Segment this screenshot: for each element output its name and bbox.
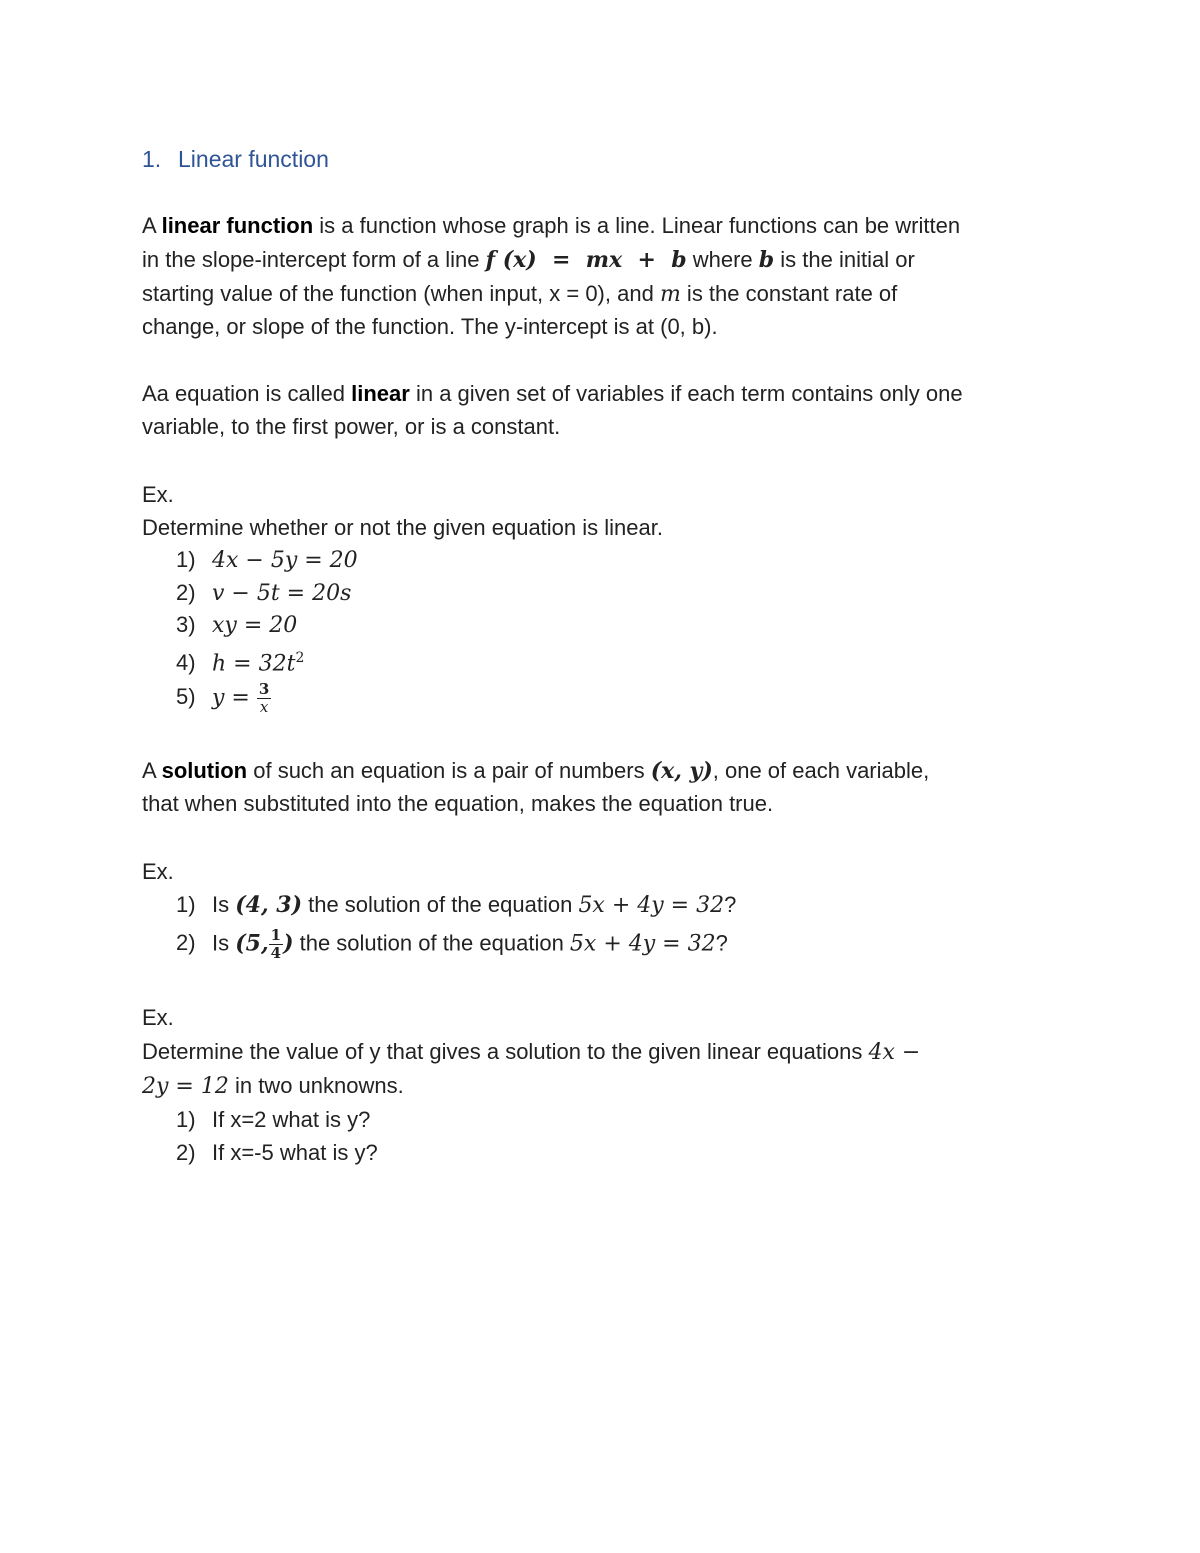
- p2-line-1: [142, 379, 963, 409]
- section-title: Linear function: [178, 146, 329, 172]
- ex1-item-1: [176, 545, 358, 576]
- ex3-item-1: [176, 1105, 370, 1135]
- denominator: 4: [270, 944, 282, 962]
- text: Determine the value of y that gives a solution to the given linear equations: [142, 1039, 869, 1064]
- ex1-item-4: [176, 643, 304, 679]
- text: A: [142, 758, 162, 783]
- ex3-line-1: [142, 1037, 920, 1068]
- text: is a function whose graph is a line. Linear functions can be written: [313, 213, 961, 238]
- text: A: [142, 213, 162, 238]
- denominator: x: [259, 698, 269, 716]
- ex1-prompt: Determine whether or not the given equation is linear.: [142, 515, 663, 540]
- numerator: 1: [270, 926, 282, 944]
- text: Aa equation is called: [142, 381, 352, 406]
- text: the solution of the equation: [302, 892, 579, 917]
- equation-part-2: 2y = 12: [142, 1074, 229, 1099]
- text: , one of each variable,: [712, 758, 930, 783]
- text: Is: [212, 930, 236, 956]
- p1-line-3: [142, 279, 897, 310]
- item-number: 1): [176, 1107, 196, 1132]
- numerator: 3: [258, 680, 270, 698]
- term-linear-function: linear function: [161, 213, 314, 238]
- item-number: 1): [176, 547, 196, 572]
- var-b: b: [758, 247, 775, 273]
- item-number: 3): [176, 612, 196, 637]
- item-number: 2): [176, 1140, 196, 1165]
- pair-xy: (x, y): [650, 758, 713, 784]
- text: starting value of the function (when input, x = 0), and: [142, 281, 660, 306]
- ex2-label: Ex.: [142, 859, 174, 884]
- point-open: (5,: [235, 930, 269, 957]
- ex3-line-2: [142, 1071, 404, 1102]
- section-number: 1.: [142, 146, 162, 172]
- text: is the initial or: [774, 247, 915, 272]
- equation: 5x + 4y = 32: [569, 931, 716, 957]
- equation: v − 5t = 20s: [212, 581, 352, 606]
- ex1-item-5: [176, 682, 271, 715]
- ex3-item-2: [176, 1138, 378, 1168]
- p3-line-2: that when substituted into the equation, makes the equation true.: [142, 791, 774, 816]
- text: ?: [715, 930, 728, 956]
- equation: xy = 20: [212, 613, 298, 638]
- item-number: 5): [176, 684, 196, 710]
- term-linear: linear: [351, 381, 410, 406]
- var-m: m: [659, 282, 681, 307]
- ex2-item-1: [176, 890, 736, 921]
- p3-line-1: [142, 756, 929, 786]
- p2-line-2: variable, to the first power, or is a constant.: [142, 414, 561, 439]
- ex3-label: Ex.: [142, 1005, 174, 1030]
- text: in two unknowns.: [228, 1073, 404, 1098]
- text: the solution of the equation: [293, 930, 570, 956]
- item-number: 2): [176, 930, 196, 956]
- text: in the slope-intercept form of a line: [142, 247, 486, 272]
- slope-intercept-equation: f (x) = mx + b: [485, 247, 687, 273]
- equation: h = 32t: [212, 651, 296, 677]
- item-number: 2): [176, 580, 196, 605]
- question-text: If x=-5 what is y?: [212, 1140, 378, 1165]
- exponent: 2: [295, 650, 305, 666]
- p1-line-4: change, or slope of the function. The y-intercept is at (0, b).: [142, 314, 718, 339]
- text: of such an equation is a pair of numbers: [247, 758, 651, 783]
- fraction: [269, 928, 283, 961]
- question-text: If x=2 what is y?: [212, 1107, 371, 1132]
- equation: 4x − 5y = 20: [212, 548, 358, 573]
- text: Is: [212, 892, 236, 917]
- item-number: 1): [176, 892, 196, 917]
- section-heading: [142, 144, 329, 174]
- text: ?: [724, 892, 737, 917]
- ex2-item-2: [176, 928, 728, 961]
- term-solution: solution: [161, 758, 248, 783]
- ex1-label: Ex.: [142, 482, 174, 507]
- text: where: [686, 247, 759, 272]
- equation: y =: [212, 685, 257, 711]
- p1-line-2: [142, 245, 915, 275]
- item-number: 4): [176, 650, 196, 676]
- ex1-item-3: [176, 610, 297, 641]
- point: (4, 3): [235, 892, 302, 918]
- ex1-item-2: [176, 578, 351, 609]
- text: is the constant rate of: [680, 281, 898, 306]
- fraction: [257, 682, 271, 715]
- point-close: ): [283, 930, 294, 957]
- text: in a given set of variables if each term contains only one: [409, 381, 963, 406]
- equation-part-1: 4x −: [868, 1040, 921, 1065]
- p1-line-1: [142, 211, 960, 241]
- equation: 5x + 4y = 32: [578, 893, 725, 918]
